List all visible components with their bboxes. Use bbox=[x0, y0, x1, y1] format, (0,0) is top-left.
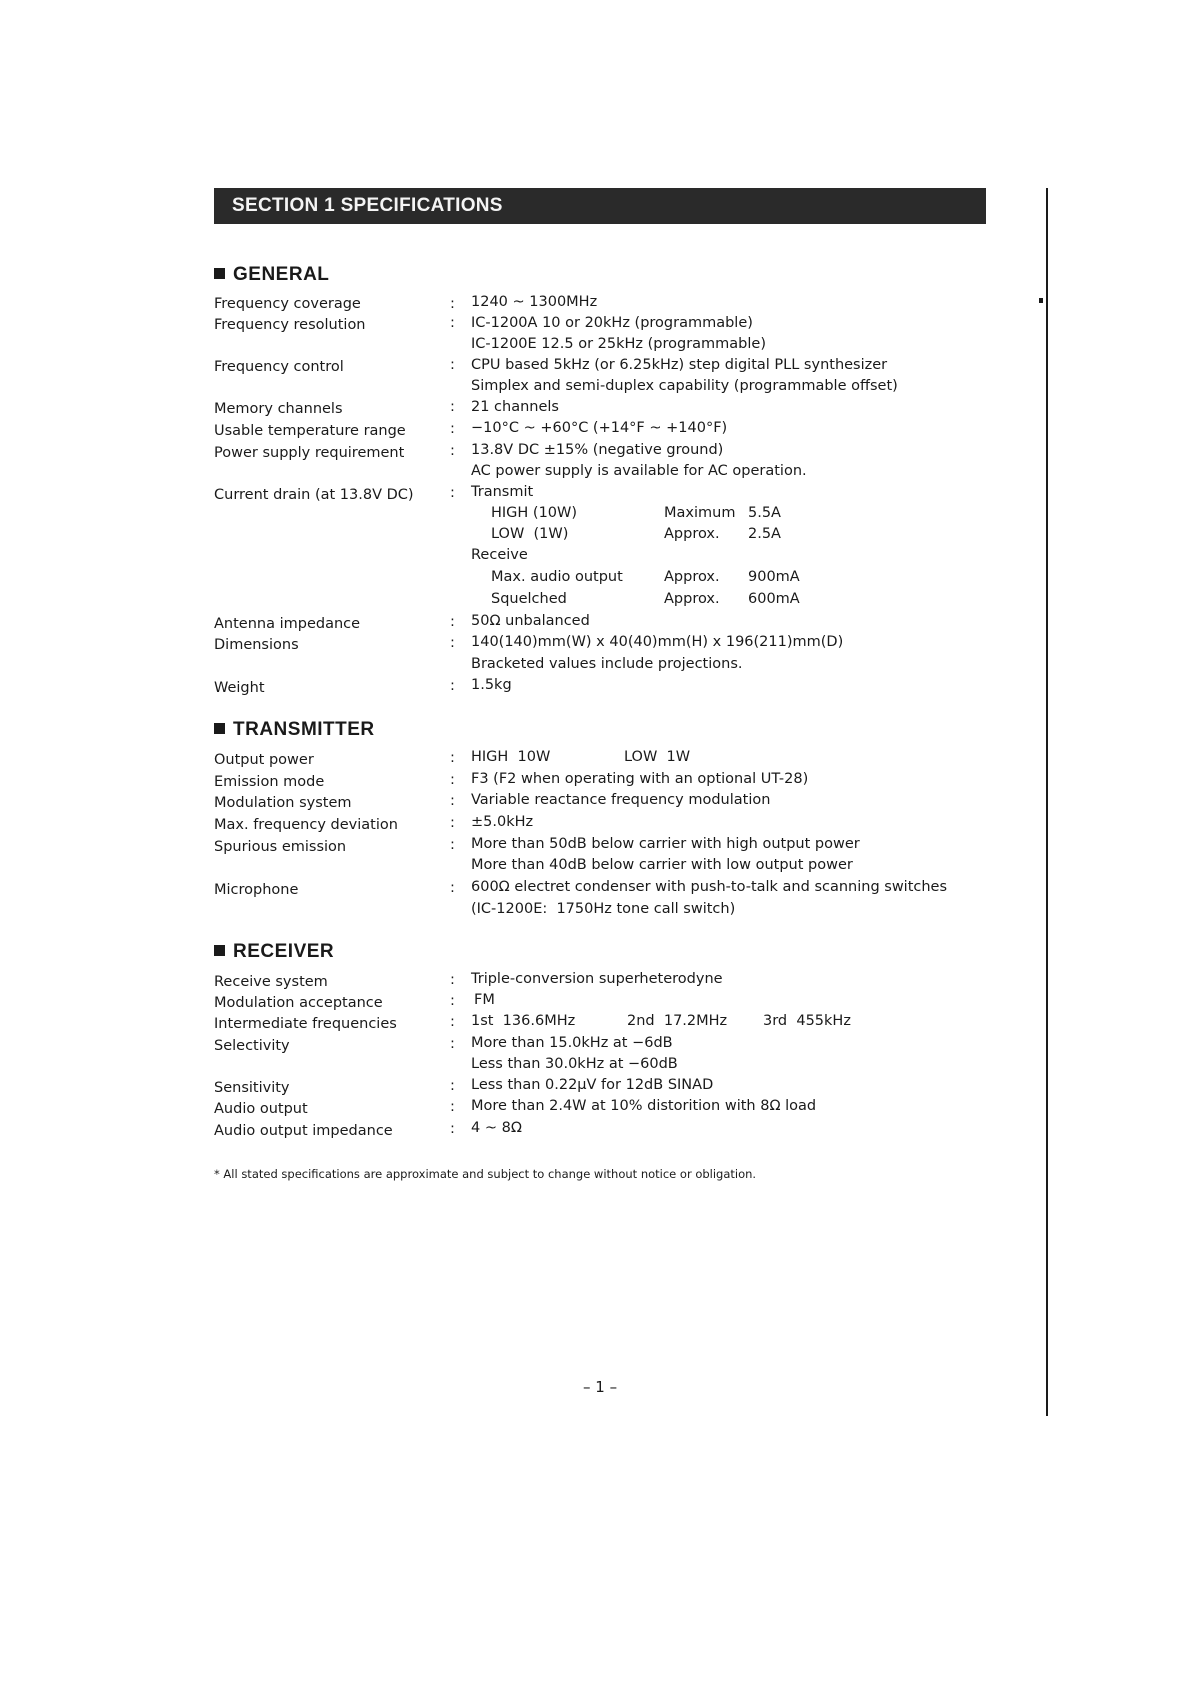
section-header: SECTION 1 SPECIFICATIONS bbox=[214, 188, 986, 224]
spec-colon: : bbox=[450, 793, 455, 809]
right-margin-rule bbox=[1046, 188, 1048, 1416]
square-bullet-icon bbox=[214, 723, 225, 734]
spec-colon: : bbox=[450, 1121, 455, 1137]
spec-label: Antenna impedance bbox=[214, 616, 361, 632]
spec-value: 600Ω electret condenser with push-to-talk and scanning switches bbox=[471, 879, 948, 895]
spec-value: 140(140)mm(W) x 40(40)mm(H) x 196(211)mm(D) bbox=[471, 634, 844, 650]
spec-value: 2.5A bbox=[748, 526, 781, 542]
spec-label: Intermediate frequencies bbox=[214, 1016, 397, 1032]
spec-value: 1240 ~ 1300MHz bbox=[471, 294, 598, 310]
margin-mark bbox=[1039, 298, 1043, 303]
spec-label: Frequency resolution bbox=[214, 317, 366, 333]
spec-value: 2nd 17.2MHz bbox=[627, 1013, 728, 1029]
spec-colon: : bbox=[450, 678, 455, 694]
spec-value: More than 15.0kHz at −6dB bbox=[471, 1035, 673, 1051]
spec-colon: : bbox=[450, 443, 455, 459]
spec-value: Variable reactance frequency modulation bbox=[471, 792, 771, 808]
spec-label: Modulation system bbox=[214, 795, 352, 811]
spec-colon: : bbox=[450, 1099, 455, 1115]
spec-value: IC-1200A 10 or 20kHz (programmable) bbox=[471, 315, 753, 331]
spec-value: 13.8V DC ±15% (negative ground) bbox=[471, 442, 724, 458]
spec-colon: : bbox=[450, 421, 455, 437]
spec-value: More than 40dB below carrier with low output power bbox=[471, 857, 853, 873]
spec-colon: : bbox=[450, 772, 455, 788]
spec-value: (IC-1200E: 1750Hz tone call switch) bbox=[471, 901, 736, 917]
spec-colon: : bbox=[450, 1036, 455, 1052]
spec-label: Usable temperature range bbox=[214, 423, 406, 439]
spec-value: 21 channels bbox=[471, 399, 559, 415]
spec-colon: : bbox=[450, 815, 455, 831]
transmitter-heading: TRANSMITTER bbox=[214, 719, 375, 741]
spec-label: Frequency control bbox=[214, 359, 344, 375]
spec-colon: : bbox=[450, 750, 455, 766]
spec-value: 600mA bbox=[748, 591, 800, 607]
spec-value: FM bbox=[474, 992, 495, 1008]
spec-label: Audio output bbox=[214, 1101, 308, 1117]
spec-value: 900mA bbox=[748, 569, 800, 585]
spec-label: Dimensions bbox=[214, 637, 299, 653]
spec-value: Transmit bbox=[471, 484, 534, 500]
spec-colon: : bbox=[450, 485, 455, 501]
spec-value: Max. audio output bbox=[491, 569, 623, 585]
spec-value: More than 2.4W at 10% distorition with 8Ω load bbox=[471, 1098, 817, 1114]
spec-value: Less than 30.0kHz at −60dB bbox=[471, 1056, 678, 1072]
spec-value: 5.5A bbox=[748, 505, 781, 521]
spec-colon: : bbox=[450, 880, 455, 896]
spec-label: Output power bbox=[214, 752, 314, 768]
spec-value: LOW 1W bbox=[624, 749, 691, 765]
spec-value: More than 50dB below carrier with high output power bbox=[471, 836, 860, 852]
spec-label: Audio output impedance bbox=[214, 1123, 393, 1139]
spec-colon: : bbox=[450, 1014, 455, 1030]
square-bullet-icon bbox=[214, 268, 225, 279]
receiver-heading: RECEIVER bbox=[214, 941, 334, 963]
spec-label: Selectivity bbox=[214, 1038, 290, 1054]
spec-label: Frequency coverage bbox=[214, 296, 361, 312]
spec-value: 1st 136.6MHz bbox=[471, 1013, 576, 1029]
spec-colon: : bbox=[450, 635, 455, 651]
spec-colon: : bbox=[450, 399, 455, 415]
spec-value: Squelched bbox=[491, 591, 567, 607]
spec-label: Receive system bbox=[214, 974, 328, 990]
spec-value: 50Ω unbalanced bbox=[471, 613, 590, 629]
spec-colon: : bbox=[450, 993, 455, 1009]
spec-colon: : bbox=[450, 315, 455, 331]
spec-value: IC-1200E 12.5 or 25kHz (programmable) bbox=[471, 336, 766, 352]
spec-colon: : bbox=[450, 357, 455, 373]
page-number: – 1 – bbox=[583, 1378, 618, 1396]
spec-value: HIGH 10W bbox=[471, 749, 551, 765]
spec-colon: : bbox=[450, 296, 455, 312]
spec-value: Simplex and semi-duplex capability (programmable offset) bbox=[471, 378, 898, 394]
spec-value: −10°C ~ +60°C (+14°F ~ +140°F) bbox=[471, 420, 728, 436]
spec-value: Approx. bbox=[664, 526, 720, 542]
spec-value: 4 ~ 8Ω bbox=[471, 1120, 522, 1136]
spec-label: Sensitivity bbox=[214, 1080, 290, 1096]
spec-label: Current drain (at 13.8V DC) bbox=[214, 487, 414, 503]
square-bullet-icon bbox=[214, 945, 225, 956]
spec-value: 1.5kg bbox=[471, 677, 512, 693]
spec-colon: : bbox=[450, 972, 455, 988]
spec-value: Triple-conversion superheterodyne bbox=[471, 971, 723, 987]
spec-label: Memory channels bbox=[214, 401, 343, 417]
spec-value: HIGH (10W) bbox=[491, 505, 578, 521]
spec-value: Approx. bbox=[664, 591, 720, 607]
spec-label: Power supply requirement bbox=[214, 445, 405, 461]
spec-colon: : bbox=[450, 1078, 455, 1094]
spec-label: Spurious emission bbox=[214, 839, 347, 855]
footnote: * All stated specifications are approximate and subject to change without notice or obligation. bbox=[214, 1167, 757, 1181]
spec-value: Bracketed values include projections. bbox=[471, 656, 743, 672]
spec-colon: : bbox=[450, 837, 455, 853]
spec-label: Weight bbox=[214, 680, 265, 696]
spec-value: Maximum bbox=[664, 505, 736, 521]
spec-label: Max. frequency deviation bbox=[214, 817, 398, 833]
spec-value: Receive bbox=[471, 547, 528, 563]
spec-value: F3 (F2 when operating with an optional UT-28) bbox=[471, 771, 809, 787]
spec-value: 3rd 455kHz bbox=[763, 1013, 851, 1029]
spec-colon: : bbox=[450, 614, 455, 630]
spec-label: Emission mode bbox=[214, 774, 325, 790]
spec-value: CPU based 5kHz (or 6.25kHz) step digital PLL synthesizer bbox=[471, 357, 888, 373]
spec-value: LOW (1W) bbox=[491, 526, 569, 542]
spec-value: AC power supply is available for AC operation. bbox=[471, 463, 807, 479]
spec-value: ±5.0kHz bbox=[471, 814, 534, 830]
spec-value: Less than 0.22μV for 12dB SINAD bbox=[471, 1077, 714, 1093]
spec-label: Microphone bbox=[214, 882, 299, 898]
spec-label: Modulation acceptance bbox=[214, 995, 383, 1011]
spec-value: Approx. bbox=[664, 569, 720, 585]
general-heading: GENERAL bbox=[214, 264, 329, 286]
